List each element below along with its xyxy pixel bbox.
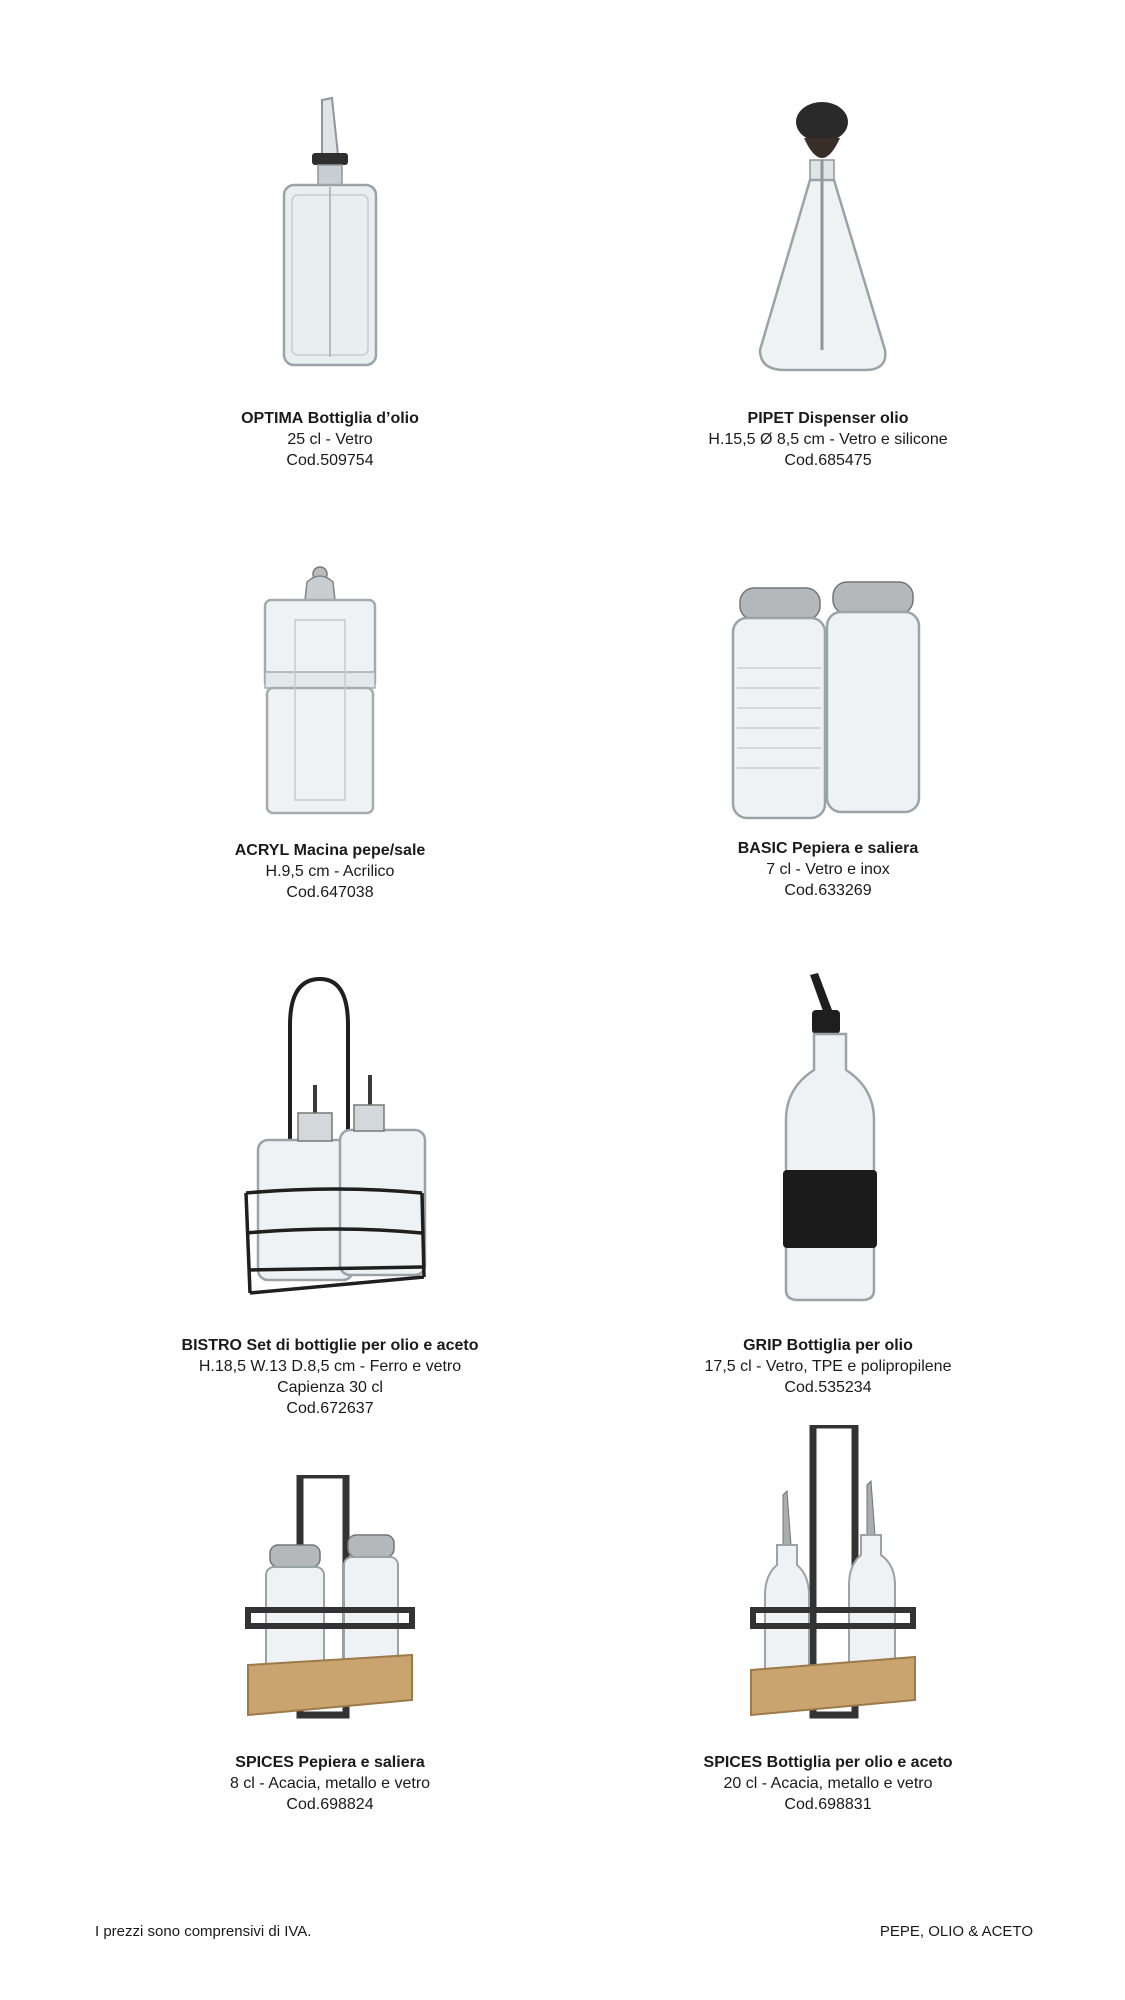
product-name: Set di bottiglie per olio e aceto: [246, 1337, 479, 1354]
product-detail: 20 cl - Acacia, metallo e vetro: [723, 1775, 933, 1792]
product-brand: SPICES: [235, 1754, 294, 1771]
product-brand: PIPET: [747, 410, 794, 427]
product-detail: 8 cl - Acacia, metallo e vetro: [229, 1775, 431, 1792]
vat-note: I prezzi sono comprensivi di IVA.: [95, 1923, 312, 1940]
acrylic-grinder-image: [255, 560, 385, 820]
conical-oil-dispenser-image: [740, 100, 900, 380]
product-code: Cod.698831: [784, 1796, 872, 1813]
product-brand: BISTRO: [181, 1337, 242, 1354]
product-card: [100, 1752, 560, 1815]
product-detail: H.9,5 cm - Acrilico: [265, 863, 395, 880]
product-card: [598, 1752, 1058, 1815]
product-code: Cod.698824: [286, 1796, 374, 1813]
product-detail: H.18,5 W.13 D.8,5 cm - Ferro e vetro: [198, 1358, 462, 1375]
product-code: Cod.633269: [784, 882, 872, 899]
product-code: Cod.672637: [286, 1400, 374, 1417]
product-name: Macina pepe/sale: [293, 842, 426, 859]
spices-bottles-stand-image: [745, 1425, 920, 1735]
product-card: [598, 838, 1058, 901]
product-card: [100, 408, 560, 471]
salt-pepper-shakers-image: [725, 578, 925, 823]
product-code: Cod.685475: [784, 452, 872, 469]
oil-bottle-pourer-image: [260, 95, 400, 375]
product-card: [100, 840, 560, 903]
product-name: Bottiglia d’olio: [307, 410, 419, 427]
product-name: Pepiera e saliera: [298, 1754, 425, 1771]
section-title: PEPE, OLIO & ACETO: [879, 1923, 1033, 1940]
product-name: Bottiglia per olio e aceto: [766, 1754, 953, 1771]
product-card: [100, 1335, 560, 1419]
oil-bottle-grip-image: [770, 970, 890, 1305]
product-brand: BASIC: [737, 840, 788, 857]
product-name: Pepiera e saliera: [791, 840, 919, 857]
product-detail: H.15,5 Ø 8,5 cm - Vetro e silicone: [708, 431, 948, 448]
product-card: [598, 408, 1058, 471]
product-detail: 25 cl - Vetro: [287, 431, 373, 448]
product-detail: 17,5 cl - Vetro, TPE e polipropilene: [704, 1358, 952, 1375]
product-card: [598, 1335, 1058, 1398]
product-name: Bottiglia per olio: [786, 1337, 913, 1354]
product-brand: ACRYL: [234, 842, 290, 859]
product-name: Dispenser olio: [798, 410, 909, 427]
product-brand: OPTIMA: [241, 410, 304, 427]
product-brand: SPICES: [703, 1754, 763, 1771]
product-code: Cod.535234: [784, 1379, 872, 1396]
product-code: Cod.509754: [286, 452, 374, 469]
product-code: Cod.647038: [286, 884, 374, 901]
spices-shakers-stand-image: [240, 1475, 420, 1735]
product-brand: GRIP: [743, 1337, 783, 1354]
bottle-set-wire-rack-image: [240, 975, 430, 1310]
product-detail: 7 cl - Vetro e inox: [766, 861, 890, 878]
product-capacity: Capienza 30 cl: [277, 1379, 383, 1396]
